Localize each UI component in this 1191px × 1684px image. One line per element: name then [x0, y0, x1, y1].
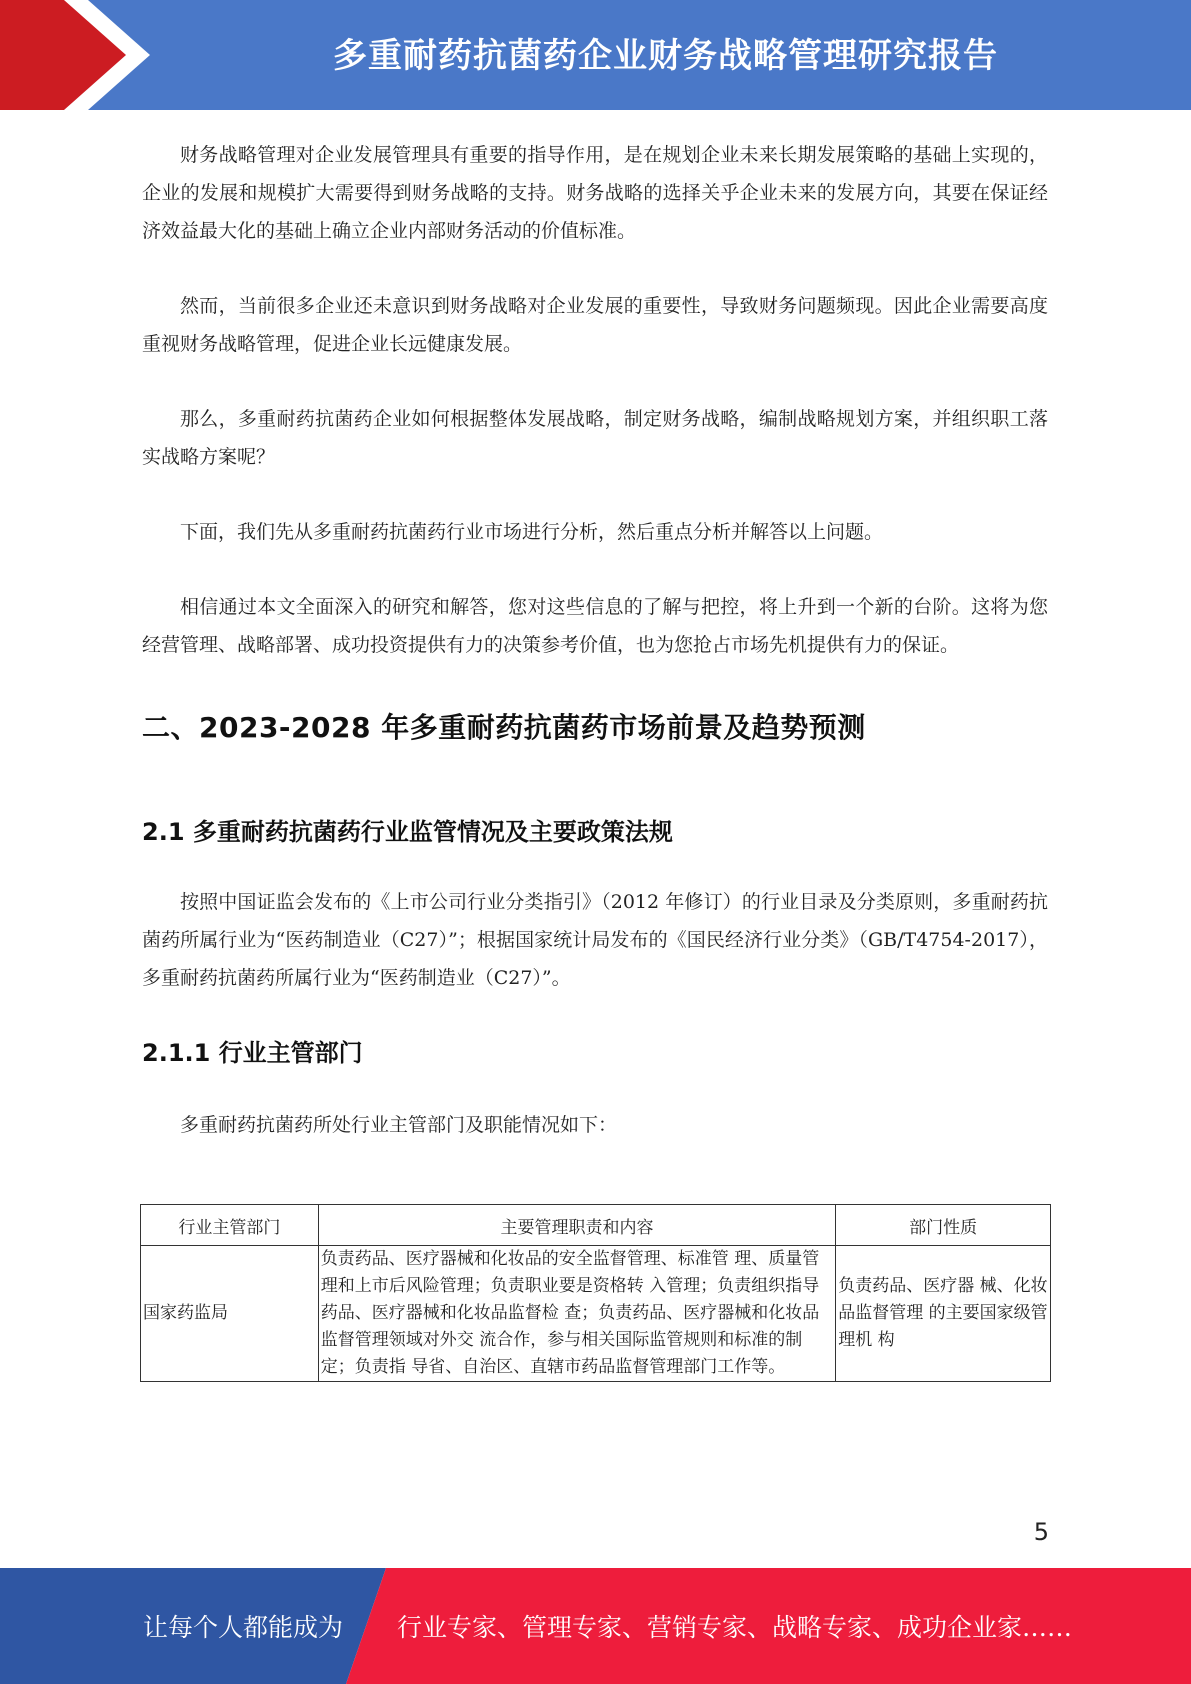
page-footer	[0, 1568, 1191, 1684]
table-header-row	[141, 1205, 1051, 1246]
cell-dept: 国家药监局	[141, 1246, 319, 1382]
cell-duties: 负责药品、医疗器械和化妆品的安全监督管理、标准管 理、质量管理和上市后风险管理；负责职业要是资格转 入管理；负责组织指导药品、医疗器械和化妆品监督检 查；负责药品、医疗器械和化妆品监督管理领域对外交 流合作，参与相关国际监管规则和标准的制定；负责指 导省、自治区、直辖市药品监督管理部门工作等。	[318, 1246, 835, 1382]
red-chevron-logo	[0, 0, 160, 110]
cell-nature: 负责药品、医疗器 械、化妆品监督管理 的主要国家级管理机 构	[836, 1246, 1051, 1382]
subsubsection-heading: 2.1.1 行业主管部门	[142, 1039, 363, 1067]
table-page-break-mask	[0, 1410, 1191, 1570]
footer-slogan: 让每个人都能成为	[143, 1613, 344, 1642]
page-number: 5	[1033, 1518, 1049, 1546]
regulator-table	[140, 1204, 1051, 1382]
col-header-nature: 部门性质	[836, 1205, 1051, 1246]
intro-paragraph-5: 相信通过本文全面深入的研究和解答，您对这些信息的了解与把控，将上升到一个新的台阶。这将为您经营管理、战略部署、成功投资提供有力的决策参考价值，也为您抢占市场先机提供有力的保证。	[142, 596, 1048, 656]
footer-roles: 行业专家、管理专家、营销专家、战略专家、成功企业家……	[397, 1613, 1073, 1642]
intro-paragraph-4: 下面，我们先从多重耐药抗菌药行业市场进行分析，然后重点分析并解答以上问题。	[180, 521, 884, 543]
section-heading: 二、2023-2028 年多重耐药抗菌药市场前景及趋势预测	[142, 711, 866, 744]
subsection-heading: 2.1 多重耐药抗菌药行业监管情况及主要政策法规	[142, 818, 673, 846]
report-body	[142, 136, 1048, 1144]
table-row	[141, 1246, 1051, 1382]
col-header-duties: 主要管理职责和内容	[318, 1205, 835, 1246]
report-title: 多重耐药抗菌药企业财务战略管理研究报告	[333, 36, 998, 76]
intro-paragraph-3: 那么，多重耐药抗菌药企业如何根据整体发展战略，制定财务战略，编制战略规划方案，并组织职工落实战略方案呢？	[142, 408, 1048, 468]
intro-paragraph-2: 然而，当前很多企业还未意识到财务战略对企业发展的重要性，导致财务问题频现。因此企业需要高度重视财务战略管理，促进企业长远健康发展。	[142, 295, 1048, 355]
col-header-dept: 行业主管部门	[141, 1205, 319, 1246]
classification-paragraph: 按照中国证监会发布的《上市公司行业分类指引》（2012 年修订）的行业目录及分类原则，多重耐药抗菌药所属行业为“医药制造业（C27）”；根据国家统计局发布的《国民经济行业分类》（GB/T4754-2017），多重耐药抗菌药所属行业为“医药制造业（C27）”。	[142, 891, 1048, 989]
table-intro-paragraph: 多重耐药抗菌药所处行业主管部门及职能情况如下：	[180, 1114, 618, 1136]
page-header	[0, 0, 1191, 110]
intro-paragraph-1: 财务战略管理对企业发展管理具有重要的指导作用，是在规划企业未来长期发展策略的基础上实现的，企业的发展和规模扩大需要得到财务战略的支持。财务战略的选择关乎企业未来的发展方向，其要在保证经济效益最大化的基础上确立企业内部财务活动的价值标准。	[142, 144, 1048, 242]
